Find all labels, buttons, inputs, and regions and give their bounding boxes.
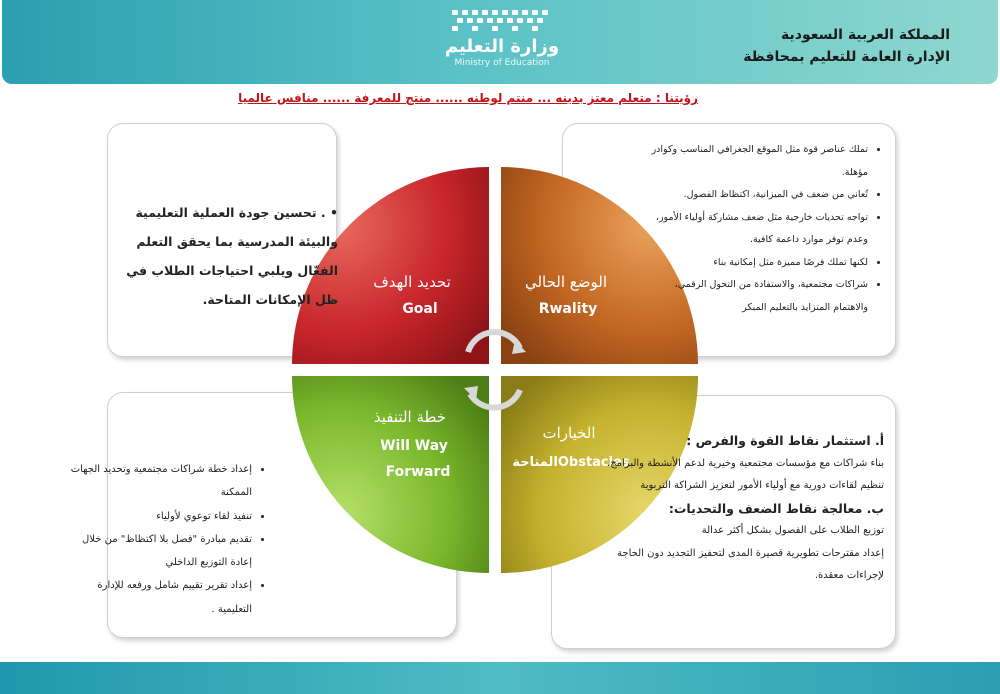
vision-statement: رؤيتنا : متعلم معتز بدينه ... منتم لوطنه ...... منتج للمعرفة ...... منافس عالميا <box>238 91 698 105</box>
reality-title-ar: الوضع الحالي <box>524 273 608 291</box>
reality-title-en: Rwality <box>538 301 598 317</box>
goal-text <box>116 198 338 314</box>
goal-text-content: . تحسين جودة العملية التعليمية والبيئة المدرسية بما يحقق التعلم الفعّال ويلبي احتياجات الطلاب في ظل الإمكانات المتاحة. <box>126 205 338 307</box>
options-title-mix: المتاحةObstacles <box>512 455 630 470</box>
will-text <box>70 458 270 621</box>
kingdom-line-1: المملكة العربية السعودية <box>781 27 950 43</box>
will-item-2: • تنفيذ لقاء توعوي لأولياء <box>70 505 252 528</box>
options-paragraph-3: توزيع الطلاب على الفصول بشكل أكثر عدالة <box>701 525 884 536</box>
will-title-en-1: Will Way <box>380 438 448 454</box>
options-heading-1: أ. استثمار نقاط القوة والفرص : <box>686 433 884 448</box>
goal-title-ar: تحديد الهدف <box>373 273 451 291</box>
will-item-3: • تقديم مبادرة "فصل بلا اكتظاظ" من خلال إعادة التوزيع الداخلي <box>70 528 252 575</box>
reality-item-4: • لكنها تملك فرصًا مميزة مثل إمكانية بناء <box>650 252 868 275</box>
options-paragraph-4: إعداد مقترحات تطويرية قصيرة المدى لتحفيز التجديد دون الحاجة لإجراءات معقدة. <box>617 547 884 581</box>
kingdom-line-2: الإدارة العامة للتعليم بمحافظة <box>743 49 950 65</box>
options-paragraph-1: بناء شراكات مع مؤسسات مجتمعية وخيرية لدعم الأنشطة والبرامج. <box>607 457 884 469</box>
options-paragraph-2: تنظيم لقاءات دورية مع أولياء الأمور لتعزيز الشراكة التربوية <box>640 480 884 491</box>
footer-banner <box>0 662 1000 694</box>
options-title-ar: الخيارات <box>542 424 596 442</box>
reality-item-5: • شراكات مجتمعية، والاستفادة من التحول الرقمي، والاهتمام المتزايد بالتعليم المبكر <box>650 274 868 319</box>
options-heading-2: ب. معالجة نقاط الضعف والتحديات: <box>668 500 884 516</box>
will-item-4: • إعداد تقرير تقييم شامل ورفعه للإدارة التعليمية . <box>70 574 252 621</box>
will-title-en-2: Forward <box>385 464 451 480</box>
logo-english-text: Ministry of Education <box>454 58 550 68</box>
reality-item-1: • تملك عناصر قوة مثل الموقع الجغرافي المناسب وكوادر مؤهلة. <box>650 139 868 184</box>
goal-bullet-icon: • <box>325 205 338 220</box>
reality-item-3: • تواجه تحديات خارجية مثل ضعف مشاركة أولياء الأمور، وعدم توفر موارد داعمة كافية. <box>650 207 868 252</box>
goal-title-en: Goal <box>402 301 438 317</box>
logo-arabic-text: وزارة التعليم <box>444 36 560 57</box>
reality-text <box>650 139 886 319</box>
will-title-ar: خطة التنفيذ <box>373 408 447 426</box>
will-item-1: • إعداد خطة شراكات مجتمعية وتحديد الجهات الممكنة <box>70 458 252 505</box>
reality-item-2: • تُعاني من ضعف في الميزانية، اكتظاظ الفصول. <box>650 184 868 207</box>
options-text <box>600 430 884 588</box>
